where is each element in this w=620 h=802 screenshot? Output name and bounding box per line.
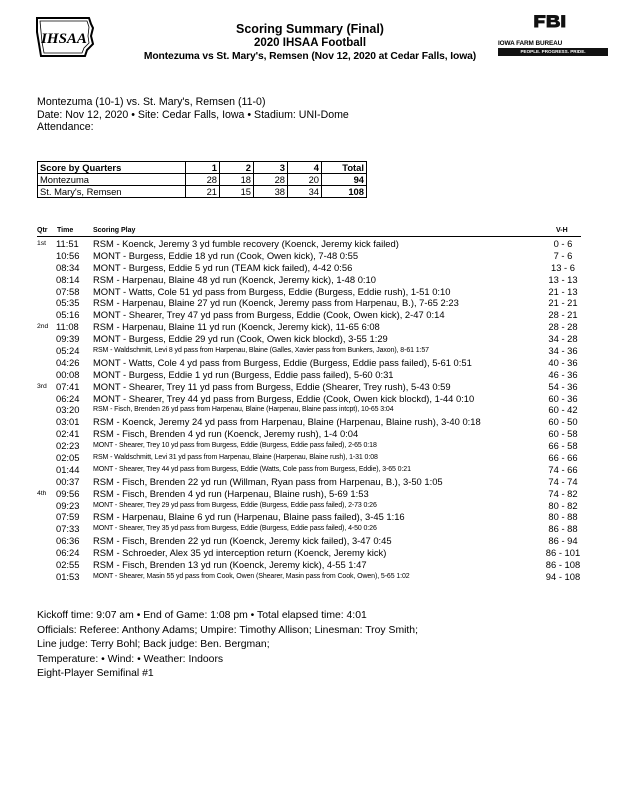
plays-header-rule	[37, 236, 581, 237]
play-row	[0, 476, 620, 488]
play-score: 60 - 42	[548, 404, 578, 416]
play-time: 05:24	[56, 345, 80, 357]
play-score: 80 - 82	[548, 499, 578, 511]
play-score: 28 - 28	[548, 321, 578, 333]
play-score: 60 - 50	[548, 416, 578, 428]
score-team: Montezuma	[38, 174, 186, 186]
play-row	[0, 274, 620, 286]
score-q1: 21	[186, 186, 220, 198]
play-time: 07:41	[56, 380, 80, 392]
play-description: RSM - Fisch, Brenden 13 yd run (Koenck, Jeremy kick), 4-55 1:47	[93, 559, 367, 571]
play-row	[0, 440, 620, 452]
play-score: 7 - 6	[553, 249, 573, 261]
play-row	[0, 464, 620, 476]
score-total: 108	[322, 186, 367, 198]
play-time: 03:01	[56, 416, 80, 428]
play-description: MONT - Shearer, Trey 47 yd pass from Burgess, Eddie (Cook, Owen kick), 2-47 0:14	[93, 309, 445, 321]
play-time: 09:56	[56, 487, 80, 499]
play-row	[0, 500, 620, 512]
play-score: 21 - 13	[548, 285, 578, 297]
play-score: 80 - 88	[548, 511, 578, 523]
play-row	[0, 369, 620, 381]
play-score: 86 - 88	[548, 523, 578, 535]
score-q1: 28	[186, 174, 220, 186]
play-score: 34 - 28	[548, 333, 578, 345]
play-description: MONT - Shearer, Trey 10 yd pass from Burgess, Eddie (Burgess, Eddie pass failed), 2-65 0:18	[93, 442, 377, 450]
play-time: 07:33	[56, 523, 80, 535]
play-description: MONT - Watts, Cole 51 yd pass from Burgess, Eddie (Burgess, Eddie rush), 1-51 0:10	[93, 285, 451, 297]
play-score: 66 - 66	[548, 452, 578, 464]
score-header-total: Total	[322, 162, 367, 174]
page-subtitle: 2020 IHSAA Football	[253, 37, 367, 49]
play-description: RSM - Harpenau, Blaine 11 yd run (Koenck, Jeremy kick), 11-65 6:08	[93, 321, 380, 333]
officials-line: Officials: Referee: Anthony Adams; Umpire: Timothy Allison; Linesman: Troy Smith;	[37, 624, 418, 636]
plays-header-vh: V-H	[556, 227, 568, 234]
play-row	[0, 381, 620, 393]
play-description: RSM - Fisch, Brenden 22 yd run (Koenck, Jeremy kick failed), 3-47 0:45	[93, 535, 392, 547]
play-row	[0, 321, 620, 333]
play-description: MONT - Shearer, Trey 29 yd pass from Burgess, Eddie (Burgess, Eddie pass failed), 2-73 0:26	[93, 501, 377, 509]
play-row	[0, 286, 620, 298]
play-description: RSM - Waldschmitt, Levi 8 yd pass from Harpenau, Blaine (Galles, Xavier pass from Bunkers, Jaxon), 8-61 1:57	[93, 347, 429, 355]
play-time: 08:14	[56, 273, 80, 285]
score-total: 94	[322, 174, 367, 186]
play-time: 07:58	[56, 285, 80, 297]
play-description: MONT - Burgess, Eddie 18 yd run (Cook, Owen kick), 7-48 0:55	[93, 249, 359, 261]
play-quarter: 4th	[37, 489, 47, 497]
score-table-header	[38, 162, 367, 174]
play-time: 00:08	[56, 368, 80, 380]
play-row	[0, 452, 620, 464]
judges-line: Line judge: Terry Bohl; Back judge: Ben. Bergman;	[37, 639, 270, 651]
play-row	[0, 333, 620, 345]
play-row	[0, 345, 620, 357]
play-description: MONT - Shearer, Masin 55 yd pass from Cook, Owen (Shearer, Masin pass from Cook, Owen), 5-65 1:02	[93, 572, 410, 580]
play-score: 86 - 108	[545, 559, 581, 571]
plays-header-qtr: Qtr	[37, 227, 48, 234]
play-time: 07:59	[56, 511, 80, 523]
play-quarter: 1st	[37, 240, 47, 247]
farm-bureau-logo-icon	[498, 14, 588, 42]
play-description: RSM - Fisch, Brenden 4 yd run (Harpenau, Blaine rush), 5-69 1:53	[93, 487, 369, 499]
score-q2: 18	[220, 174, 254, 186]
play-score: 74 - 66	[548, 463, 578, 475]
play-time: 09:39	[56, 333, 80, 345]
play-time: 00:37	[56, 475, 80, 487]
score-q2: 15	[220, 186, 254, 198]
play-row	[0, 547, 620, 559]
play-time: 06:36	[56, 535, 80, 547]
play-time: 11:51	[56, 238, 79, 249]
play-time: 02:41	[56, 428, 80, 440]
play-row	[0, 309, 620, 321]
play-time: 02:23	[56, 440, 80, 452]
play-score: 74 - 74	[548, 475, 578, 487]
ihsaa-logo-text: IHSAA	[41, 31, 87, 47]
play-description: RSM - Fisch, Brenden 4 yd run (Koenck, Jeremy rush), 1-4 0:04	[93, 428, 359, 440]
play-description: MONT - Shearer, Trey 11 yd pass from Burgess, Eddie (Shearer, Trey rush), 5-43 0:59	[93, 380, 451, 392]
play-description: MONT - Shearer, Trey 44 yd pass from Burgess, Eddie (Watts, Cole pass from Burgess, Eddie), 3-65 0:21	[93, 465, 411, 473]
play-score: 34 - 36	[548, 345, 578, 357]
play-row	[0, 404, 620, 416]
play-quarter: 3rd	[37, 382, 47, 390]
play-time: 01:53	[56, 570, 80, 582]
play-row	[0, 559, 620, 571]
play-score: 0 - 6	[553, 238, 573, 249]
play-score: 46 - 36	[548, 368, 578, 380]
play-time: 02:05	[56, 452, 80, 464]
play-description: RSM - Harpenau, Blaine 6 yd run (Harpenau, Blaine pass failed), 3-45 1:16	[93, 511, 405, 523]
play-score: 60 - 58	[548, 428, 578, 440]
score-q3: 28	[254, 174, 288, 186]
farm-bureau-tagline: PEOPLE. PROGRESS. PRIDE.	[498, 48, 608, 56]
weather-line: Temperature: • Wind: • Weather: Indoors	[37, 653, 224, 665]
play-row	[0, 511, 620, 523]
game-footer	[37, 609, 418, 682]
play-score: 74 - 82	[548, 487, 578, 499]
play-score: 28 - 21	[548, 309, 578, 321]
play-score: 13 - 6	[551, 261, 575, 273]
farm-bureau-name: IOWA FARM BUREAU	[498, 40, 563, 47]
play-description: MONT - Shearer, Trey 44 yd pass from Burgess, Eddie (Cook, Owen kick blockd), 1-44 0:10	[93, 392, 475, 404]
play-time: 06:24	[56, 547, 80, 559]
plays-header-time: Time	[57, 227, 74, 234]
play-row	[0, 535, 620, 547]
play-score: 86 - 94	[548, 535, 578, 547]
play-description: RSM - Schroeder, Alex 35 yd interception return (Koenck, Jeremy kick)	[93, 547, 387, 559]
play-time: 06:24	[56, 392, 80, 404]
play-time: 09:23	[56, 499, 80, 511]
play-description: MONT - Shearer, Trey 35 yd pass from Burgess, Eddie (Burgess, Eddie pass failed), 4-50 0:26	[93, 525, 377, 533]
score-q4: 34	[288, 186, 322, 198]
play-time: 10:56	[56, 249, 80, 261]
score-header-q1: 1	[186, 162, 220, 174]
attendance-line: Attendance:	[37, 121, 94, 133]
play-description: RSM - Waldschmitt, Levi 31 yd pass from Harpenau, Blaine (Harpenau, Blaine rush), 1-31 0:08	[93, 454, 378, 462]
page-title: Scoring Summary (Final)	[236, 22, 384, 36]
score-q4: 20	[288, 174, 322, 186]
play-description: MONT - Burgess, Eddie 29 yd run (Cook, Owen kick blockd), 3-55 1:29	[93, 333, 388, 345]
play-description: RSM - Koenck, Jeremy 3 yd fumble recovery (Koenck, Jeremy kick failed)	[93, 238, 399, 249]
play-description: RSM - Fisch, Brenden 22 yd run (Willman, Ryan pass from Harpenau, B.), 3-50 1:05	[93, 475, 443, 487]
play-score: 40 - 36	[548, 356, 578, 368]
play-score: 94 - 108	[545, 570, 581, 582]
play-description: MONT - Burgess, Eddie 1 yd run (Burgess, Eddie pass failed), 5-60 0:31	[93, 368, 394, 380]
play-time: 05:16	[56, 309, 80, 321]
play-description: MONT - Watts, Cole 4 yd pass from Burgess, Eddie (Burgess, Eddie pass failed), 5-61 0:51	[93, 356, 472, 368]
play-quarter: 2nd	[37, 323, 49, 331]
score-header-label: Score by Quarters	[38, 162, 186, 174]
scoring-plays-list	[0, 238, 620, 583]
play-row	[0, 393, 620, 405]
play-score: 13 - 13	[548, 273, 578, 285]
score-header-q3: 3	[254, 162, 288, 174]
score-q3: 38	[254, 186, 288, 198]
score-header-q2: 2	[220, 162, 254, 174]
play-row	[0, 262, 620, 274]
play-description: RSM - Harpenau, Blaine 48 yd run (Koenck, Jeremy kick), 1-48 0:10	[93, 273, 376, 285]
play-score: 86 - 101	[545, 547, 581, 559]
play-score: 21 - 21	[548, 297, 578, 309]
plays-header-play: Scoring Play	[93, 227, 136, 234]
play-row	[0, 416, 620, 428]
score-row-visitor	[38, 174, 367, 186]
play-row	[0, 523, 620, 535]
kickoff-line: Kickoff time: 9:07 am • End of Game: 1:08 pm • Total elapsed time: 4:01	[37, 610, 367, 621]
title-block	[130, 22, 490, 64]
play-score: 66 - 58	[548, 440, 578, 452]
play-description: MONT - Burgess, Eddie 5 yd run (TEAM kick failed), 4-42 0:56	[93, 261, 353, 273]
play-time: 01:44	[56, 463, 80, 475]
date-line: Date: Nov 12, 2020 • Site: Cedar Falls, Iowa • Stadium: UNI-Dome	[37, 108, 349, 121]
ihsaa-logo	[33, 14, 97, 60]
score-team: St. Mary's, Remsen	[38, 186, 186, 198]
play-time: 02:55	[56, 559, 80, 571]
score-row-home	[38, 186, 367, 198]
play-row	[0, 571, 620, 583]
play-row	[0, 428, 620, 440]
score-header-q4: 4	[288, 162, 322, 174]
play-row	[0, 297, 620, 309]
play-time: 11:08	[56, 321, 79, 333]
matchup-line: Montezuma vs St. Mary's, Remsen (Nov 12, 2020 at Cedar Falls, Iowa)	[143, 51, 477, 62]
play-row	[0, 357, 620, 369]
play-row	[0, 488, 620, 500]
play-description: RSM - Koenck, Jeremy 24 yd pass from Harpenau, Blaine (Harpenau, Blaine rush), 3-40 0:18	[93, 416, 481, 428]
play-description: RSM - Fisch, Brenden 26 yd pass from Harpenau, Blaine (Harpenau, Blaine pass intcpt), 10-65 3:04	[93, 406, 394, 414]
play-description: RSM - Harpenau, Blaine 27 yd run (Koenck, Jeremy pass from Harpenau, B.), 7-65 2:23	[93, 297, 459, 309]
play-score: 54 - 36	[548, 380, 578, 392]
play-row	[0, 250, 620, 262]
game-info	[37, 96, 349, 134]
play-time: 05:35	[56, 297, 80, 309]
play-time: 03:20	[56, 404, 80, 416]
play-time: 08:34	[56, 261, 80, 273]
play-time: 04:26	[56, 356, 80, 368]
teams-line: Montezuma (10-1) vs. St. Mary's, Remsen (11-0)	[37, 96, 266, 108]
game-label-line: Eight-Player Semifinal #1	[37, 668, 154, 680]
play-score: 60 - 36	[548, 392, 578, 404]
score-by-quarters-table	[37, 161, 367, 198]
play-row	[0, 238, 620, 250]
